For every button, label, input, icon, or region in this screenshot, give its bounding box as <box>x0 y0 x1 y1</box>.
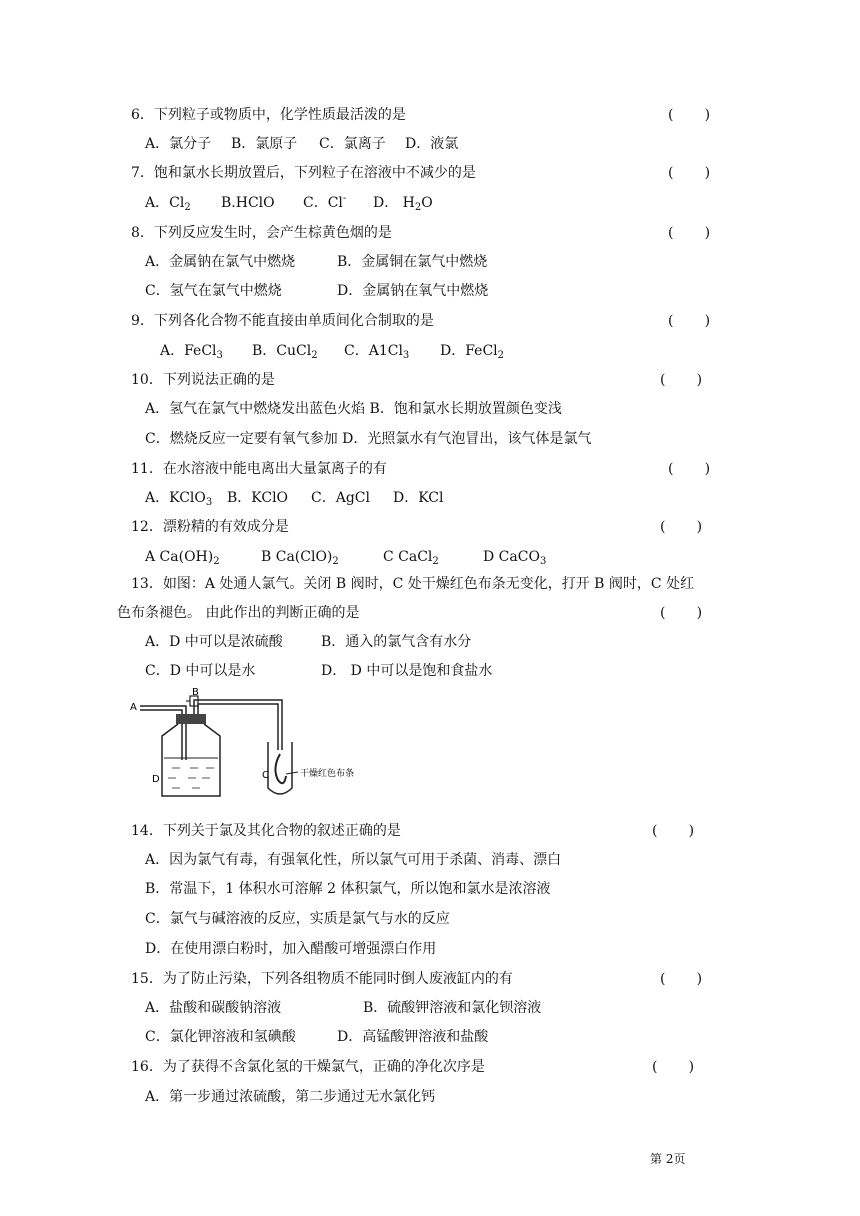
option-a: A．氯分子 <box>145 136 212 152</box>
option-a: A．FeCl$_3$ <box>160 343 223 361</box>
question-16-option-a: A．第一步通过浓硫酸，第二步通过无水氯化钙 <box>145 1089 436 1105</box>
question-9-stem: 9．下列各化合物不能直接由单质间化合制取的是 <box>131 313 434 329</box>
option-b: B．KClO <box>227 490 289 506</box>
option-b: B $Ca(ClO)_2$ <box>261 549 339 567</box>
option-b: B.HClO <box>221 195 275 211</box>
question-13-options-row2 <box>145 662 492 680</box>
option-b: B．硫酸钾溶液和氯化钡溶液 <box>363 1000 542 1016</box>
option-c: C．$A1Cl_3$ <box>344 343 410 361</box>
question-10-options-row2: C．燃烧反应一定要有氧气参加 D．光照氯水有气泡冒出，该气体是氯气 <box>145 431 592 447</box>
question-6-options <box>145 135 458 153</box>
option-b: B．CuCl$_2$ <box>252 343 318 361</box>
option-d: D．FeCl$_2$ <box>440 343 505 361</box>
figure-caption: 干燥红色布条 <box>300 769 355 779</box>
question-16-stem: 16．为了获得不含氯化氢的干燥氯气，正确的净化次序是 <box>131 1059 485 1075</box>
option-a: A．盐酸和碳酸钠溶液 <box>145 1000 282 1016</box>
question-10-stem: 10．下列说法正确的是 <box>131 372 275 388</box>
option-a: A $Ca(OH)_2$ <box>145 549 220 567</box>
question-7-options <box>145 194 433 212</box>
answer-blank-13: ( ) <box>660 605 703 621</box>
answer-blank-7: ( ) <box>668 165 711 181</box>
option-b: B．金属铜在氯气中燃烧 <box>337 254 488 270</box>
option-d: D． $H_2O$ <box>373 195 433 213</box>
option-b: B．通入的氯气含有水分 <box>321 634 472 650</box>
answer-blank-14: ( ) <box>652 823 695 839</box>
question-15-options-row2 <box>145 1028 488 1046</box>
answer-blank-9: ( ) <box>668 313 711 329</box>
option-d: D．高锰酸钾溶液和盐酸 <box>337 1029 489 1045</box>
answer-blank-16: ( ) <box>652 1059 695 1075</box>
label-b: B <box>192 688 199 698</box>
option-c: C．AgCl <box>311 490 370 506</box>
option-d: D．金属钠在氧气中燃烧 <box>337 283 489 299</box>
question-11-options <box>145 489 444 507</box>
question-14-stem: 14．下列关于氯及其化合物的叙述正确的是 <box>131 823 401 839</box>
option-c: C．氢气在氯气中燃烧 <box>145 283 282 299</box>
question-9-options <box>160 342 504 360</box>
option-a: A．KClO$_3$ <box>145 490 213 508</box>
question-14-option-c: C．氯气与碱溶液的反应，实质是氯气与水的反应 <box>145 911 450 927</box>
option-c: C．氯化钾溶液和氢碘酸 <box>145 1029 296 1045</box>
question-13-stem-line1: 13．如图：A 处通人氯气。关闭 B 阀时，C 处干燥红色布条无变化，打开 B 阀时，C 处红 <box>131 576 695 592</box>
answer-blank-8: ( ) <box>668 225 711 241</box>
label-a: A <box>130 702 137 713</box>
question-6-stem: 6．下列粒子或物质中，化学性质最活泼的是 <box>131 107 406 123</box>
question-14-option-a: A．因为氯气有毒，有强氧化性，所以氯气可用于杀菌、消毒、漂白 <box>145 852 562 868</box>
question-13-options-row1 <box>145 633 471 651</box>
option-a: A．金属钠在氯气中燃烧 <box>145 254 296 270</box>
option-d: D CaCO$_3$ <box>483 549 547 567</box>
question-8-stem: 8．下列反应发生时，会产生棕黄色烟的是 <box>131 225 392 241</box>
label-c: C <box>262 770 269 781</box>
question-15-options-row1 <box>145 999 541 1017</box>
question-13-stem-line2: 色布条褪色。 由此作出的判断正确的是 <box>117 605 360 621</box>
question-12-options <box>145 548 546 566</box>
option-a: A．D 中可以是浓硫酸 <box>145 634 283 650</box>
answer-blank-10: ( ) <box>660 372 703 388</box>
option-d: D．液氯 <box>405 136 459 152</box>
apparatus-diagram <box>128 688 368 806</box>
option-a: A．$Cl_2$ <box>145 195 191 213</box>
question-8-options-row2 <box>145 282 488 300</box>
option-c: C．D 中可以是水 <box>145 663 256 679</box>
answer-blank-15: ( ) <box>660 971 703 987</box>
option-c: C．Cl- <box>303 193 347 211</box>
question-15-stem: 15．为了防止污染，下列各组物质不能同时倒人废液缸内的有 <box>131 971 513 987</box>
page-number: 第 2页 <box>650 1152 686 1166</box>
option-c: C．氯离子 <box>319 136 386 152</box>
question-11-stem: 11．在水溶液中能电离出大量氯离子的有 <box>131 461 387 477</box>
question-7-stem: 7．饱和氯水长期放置后，下列粒子在溶液中不减少的是 <box>131 165 476 181</box>
answer-blank-6: ( ) <box>668 107 711 123</box>
question-10-options-row1: A．氢气在氯气中燃烧发出蓝色火焰 B．饱和氯水长期放置颜色变浅 <box>145 401 562 417</box>
question-14-option-d: D．在使用漂白粉时，加入醋酸可增强漂白作用 <box>145 941 437 957</box>
question-12-stem: 12．漂粉精的有效成分是 <box>131 519 289 535</box>
question-14-option-b: B．常温下，1 体积水可溶解 2 体积氯气，所以饱和氯水是浓溶液 <box>145 881 551 897</box>
label-d: D <box>152 774 160 785</box>
option-c: C CaCl$_2$ <box>383 549 439 567</box>
answer-blank-11: ( ) <box>668 461 711 477</box>
option-d: D．KCl <box>393 490 444 506</box>
option-d: D． D 中可以是饱和食盐水 <box>321 663 493 679</box>
question-8-options-row1 <box>145 253 487 271</box>
answer-blank-12: ( ) <box>660 519 703 535</box>
option-b: B．氯原子 <box>231 136 298 152</box>
